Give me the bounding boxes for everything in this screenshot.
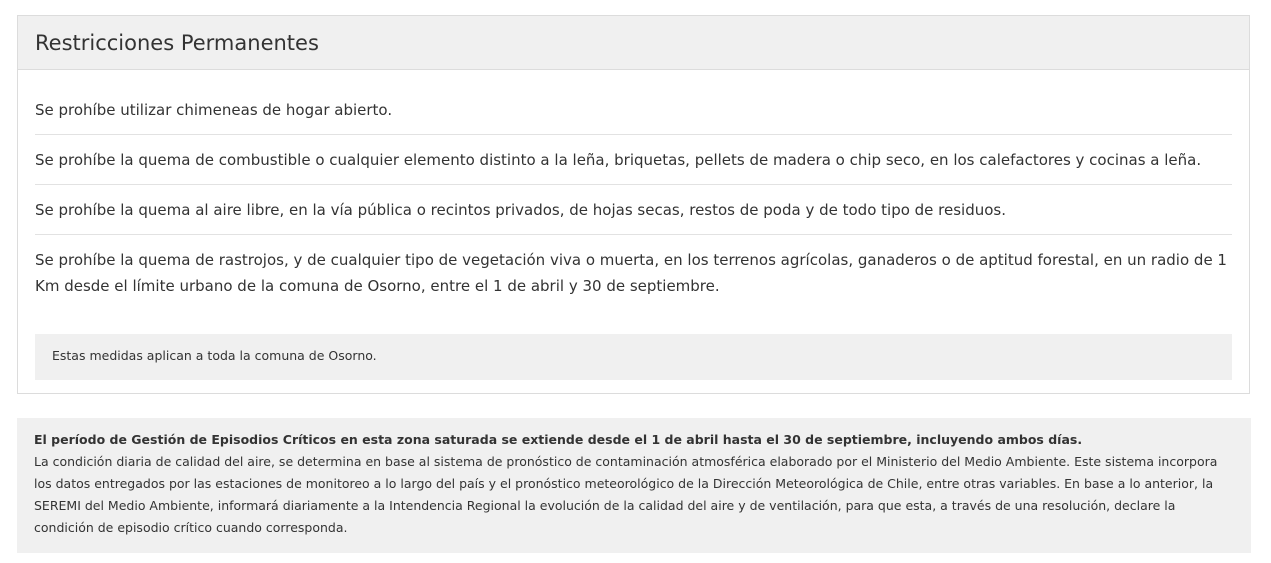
critical-episodes-info xyxy=(17,418,1251,553)
info-body-text: La condición diaria de calidad del aire, se determina en base al sistema de pronóstico de contaminación atmosférica elaborado por el Ministerio del Medio Ambiente. Este sistema incorpora los datos entregados por las estaciones de monitoreo a lo largo del país y el pronóstico meteorológico de la Dirección Meteorológica de Chile, entre otras variables. En base a lo anterior, la SEREMI del Medio Ambiente, informará diariamente a la Intendencia Regional la evolución de la calidad del aire y de ventilación, para que esta, a través de una resolución, declare la condición de episodio crítico cuando corresponda. xyxy=(34,454,1218,535)
restriction-item: Se prohíbe la quema de rastrojos, y de cualquier tipo de vegetación viva o muerta, en los terrenos agrícolas, ganaderos o de aptitud forestal, en un radio de 1 Km desde el límite urbano de la comuna de Osorno, entre el 1 de abril y 30 de septiembre. xyxy=(35,251,1227,295)
restriction-list xyxy=(35,85,1232,310)
restrictions-panel xyxy=(17,15,1250,394)
panel-header xyxy=(18,16,1249,70)
panel-title: Restricciones Permanentes xyxy=(35,30,319,55)
restriction-item: Se prohíbe la quema de combustible o cualquier elemento distinto a la leña, briquetas, pellets de madera o chip seco, en los calefactores y cocinas a leña. xyxy=(35,135,1232,185)
panel-body xyxy=(18,70,1249,380)
restriction-item: Se prohíbe utilizar chimeneas de hogar abierto. xyxy=(35,85,1232,135)
info-lead-text: El período de Gestión de Episodios Críticos en esta zona saturada se extiende desde el 1 de abril hasta el 30 de septiembre, incluyendo ambos días. xyxy=(34,432,1083,447)
restriction-item: Se prohíbe la quema al aire libre, en la vía pública o recintos privados, de hojas secas, restos de poda y de todo tipo de residuos. xyxy=(35,185,1232,235)
scope-note: Estas medidas aplican a toda la comuna de Osorno. xyxy=(35,334,1232,380)
